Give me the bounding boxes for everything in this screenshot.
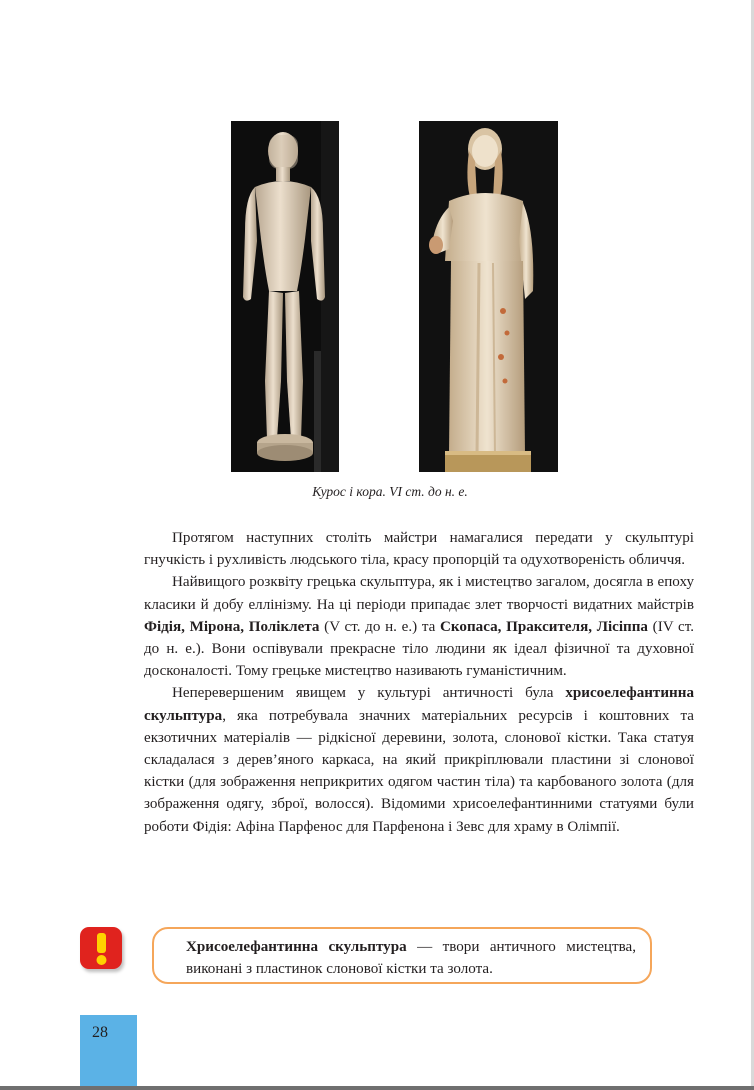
exclamation-icon [80, 927, 122, 969]
kouros-statue-photo [231, 121, 339, 472]
paragraph-2: Найвищого розквіту грецька скульптура, як і мистецтво загалом, досягла в епоху класики й добу еллінізму. На ці періоди припадає злет творчості видатних майстрів Фідія, Мірона, Поліклета (V ст. до н. е.) та Скопаса, Праксителя, Лісіппа (IV ст. до н. е.). Вони оспівували прекрасне тіло людини як ідеал фізичної та духовної досконалості. Тому грецьке мистецтво називають гуманістичним. [144, 574, 694, 680]
definition-text: — твори античного мистецтва, виконані з пластинок слонової кістки та золота. [186, 939, 636, 977]
page-number-tab [80, 1015, 137, 1086]
paragraph-3: Неперевершеним явищем у культурі античності була хрисоелефантинна скульптура, яка потребувала значних матеріальних ресурсів і коштовних та екзотичних матеріалів — рідкісної деревини, золота, слонової кістки. Така статуя складалася з дерев’яного каркаса, на який прикріплювали пластини зі слонової кістки (для зображення неприкритих одягом частин тіла) та карбованого золота (для зображення одягу, зброї, волосся). Відомими хрисоелефантинними статуями були роботи Фідія: Афіна Парфенос для Парфенона і Зевс для храму в Олімпії. [144, 685, 694, 835]
figure-caption: Курос і кора. VI ст. до н. е. [312, 484, 468, 499]
chryselephantine-term: хрисоелефантинна скульптура [144, 685, 694, 724]
page-bottom-edge [0, 1086, 754, 1090]
definition-box [152, 927, 652, 984]
sculptors-5th-century: Фідія, Мірона, Поліклета [144, 618, 320, 635]
body-text [144, 527, 694, 838]
paragraph-1: Протягом наступних століть майстри намагалися передати у скульптурі гнучкість і рухливість людського тіла, красу пропорцій та одухотвореність обличчя. [144, 530, 694, 569]
definition-term: Хрисоелефантинна скульптура [186, 939, 407, 955]
sculptors-4th-century: Скопаса, Праксителя, Лісіппа [440, 618, 648, 635]
page-number: 28 [92, 1024, 108, 1041]
kore-statue-photo [419, 121, 558, 472]
